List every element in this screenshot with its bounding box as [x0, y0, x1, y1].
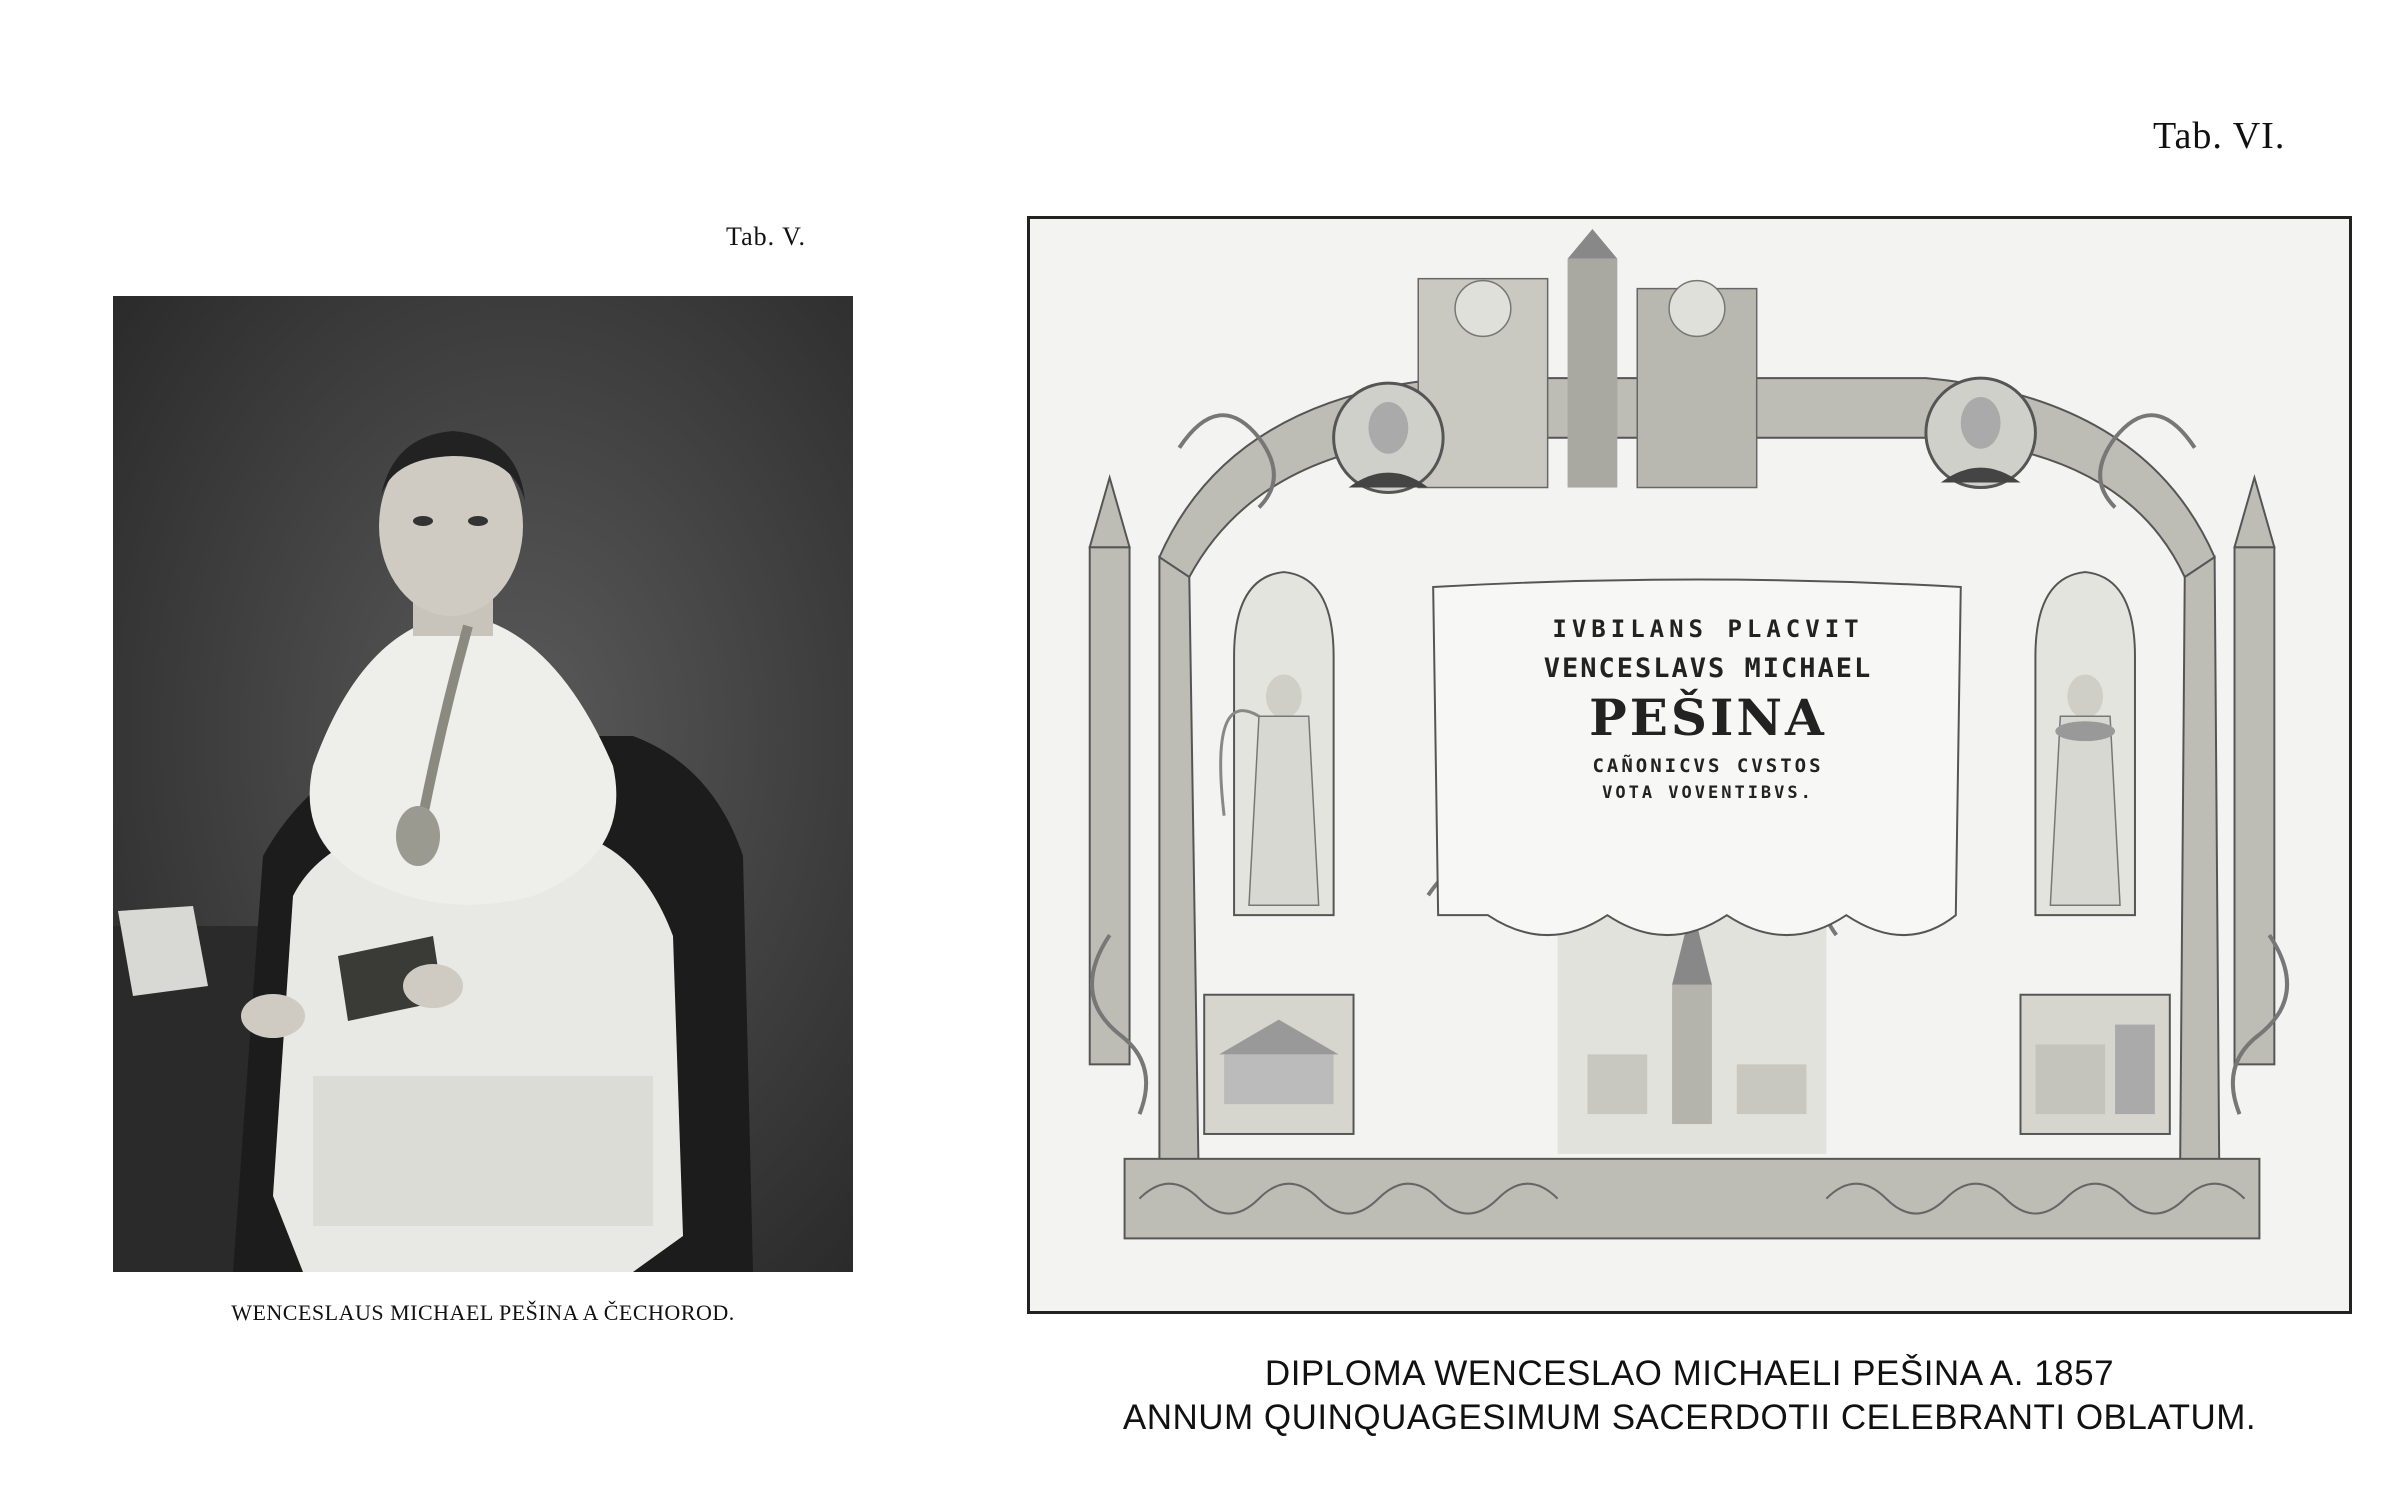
banner-line-2: VENCESLAVS MICHAEL	[1543, 653, 1873, 684]
diploma-banner-text	[1442, 615, 1974, 803]
diploma-caption	[1027, 1352, 2352, 1440]
portrait-caption: WENCESLAUS MICHAEL PEŠINA A ČECHOROD.	[231, 1300, 735, 1325]
portrait-image	[113, 296, 853, 1272]
diploma-caption-line-1: DIPLOMA WENCESLAO MICHAELI PEŠINA A. 1857	[1264, 1354, 2115, 1393]
banner-line-5: VOTA VOVENTIBVS.	[1602, 783, 1814, 803]
plate-number-right: Tab. VI.	[2153, 115, 2286, 157]
banner-line-4: CAÑONICVS CVSTOS	[1592, 755, 1824, 777]
diploma-image	[1027, 216, 2352, 1314]
banner-line-1: IVBILANS PLACVIT	[1552, 615, 1864, 643]
plate-number-left: Tab. V.	[726, 222, 807, 251]
banner-line-3: PEŠINA	[1589, 688, 1827, 747]
diploma-caption-line-2: ANNUM QUINQUAGESIMUM SACERDOTII CELEBRANTI OBLATUM.	[1122, 1398, 2257, 1437]
